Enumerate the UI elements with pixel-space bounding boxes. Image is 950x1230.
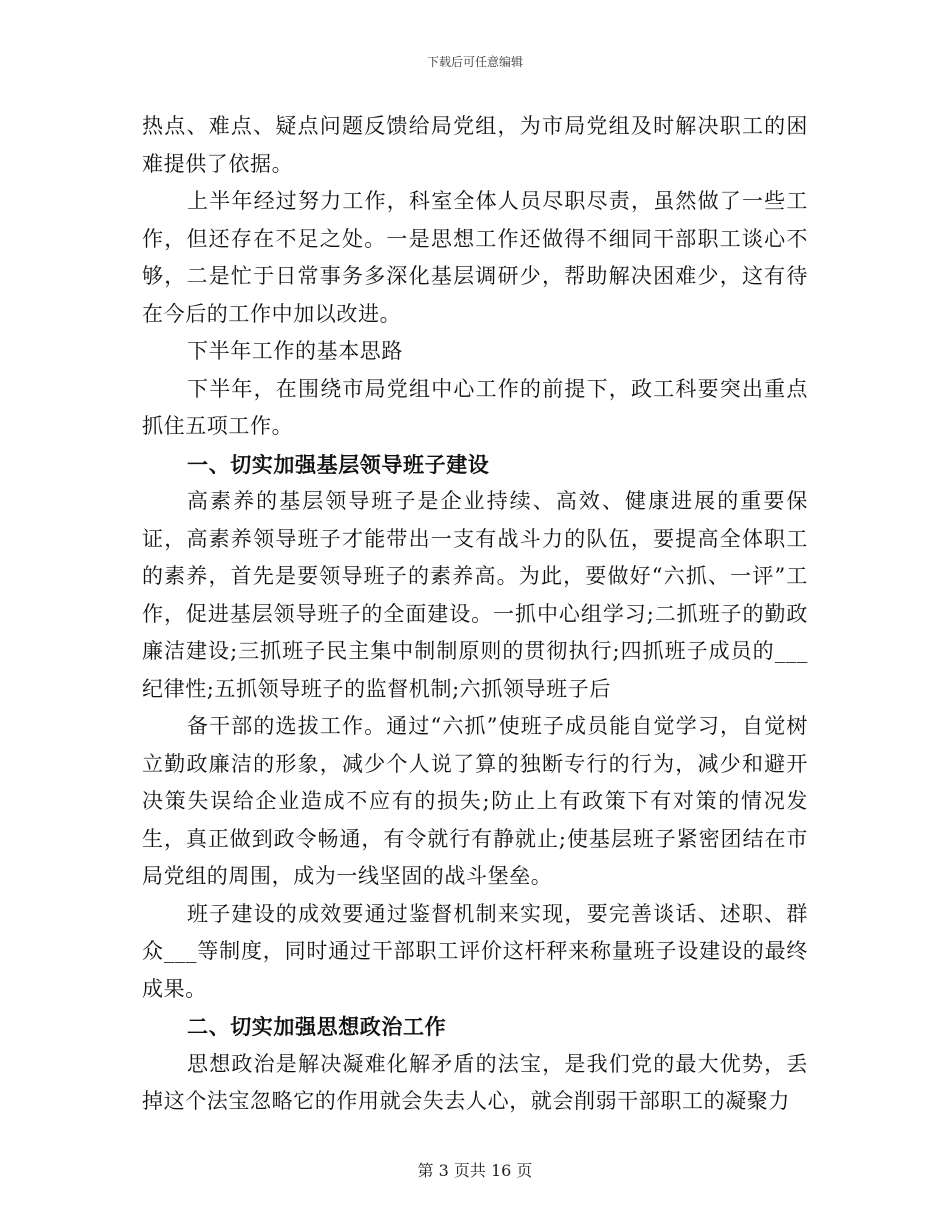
page-number: 第 3 页共 16 页 bbox=[417, 1161, 533, 1180]
section-heading: 一、切实加强基层领导班子建设 bbox=[187, 451, 490, 477]
paragraph: 班子建设的成效要通过鉴督机制来实现，要完善谈话、述职、群众___等制度，同时通过干部职工评价这杆秤来称量班子设建设的最终成果。 bbox=[142, 901, 808, 1001]
section-heading: 二、切实加强思想政治工作 bbox=[187, 1014, 447, 1039]
section-subtitle: 下半年工作的基本思路 bbox=[187, 339, 403, 363]
page-header: 下载后可任意编辑 bbox=[426, 55, 523, 69]
paragraph: 上半年经过努力工作，科室全体人员尽职尽责，虽然做了一些工作，但还存在不足之处。一是思想工作还做得不细同干部职工谈心不够，二是忙于日常事务多深化基层调研少，帮助解决困难少，这有待在今后的工作中加以改进。 bbox=[142, 189, 808, 326]
document-body bbox=[142, 108, 808, 1121]
paragraph: 下半年，在围绕市局党组中心工作的前提下，政工科要突出重点抓住五项工作。 bbox=[142, 376, 808, 438]
paragraph: 热点、难点、疑点问题反馈给局党组，为市局党组及时解决职工的困难提供了依据。 bbox=[142, 114, 808, 176]
paragraph: 高素养的基层领导班子是企业持续、高效、健康进展的重要保证，高素养领导班子才能带出一支有战斗力的队伍，要提高全体职工的素养，首先是要领导班子的素养高。为此，要做好“六抓、一评”工作，促进基层领导班子的全面建设。一抓中心组学习;二抓班子的勤政廉洁建设;三抓班子民主集中制制原则的贯彻执行;四抓班子成员的___纪律性;五抓领导班子的监督机制;六抓领导班子后 bbox=[142, 489, 808, 701]
paragraph: 备干部的选拔工作。通过“六抓”使班子成员能自觉学习，自觉树立勤政廉洁的形象，减少个人说了算的独断专行的行为，减少和避开决策失误给企业造成不应有的损失;防止上有政策下有对策的情况发生，真正做到政令畅通，有令就行有静就止;使基层班子紧密团结在市局党组的周围，成为一线坚固的战斗堡垒。 bbox=[142, 714, 808, 888]
paragraph: 思想政治是解决凝难化解矛盾的法宝，是我们党的最大优势，丢掉这个法宝忽略它的作用就会失去人心，就会削弱干部职工的凝聚力 bbox=[142, 1051, 808, 1113]
